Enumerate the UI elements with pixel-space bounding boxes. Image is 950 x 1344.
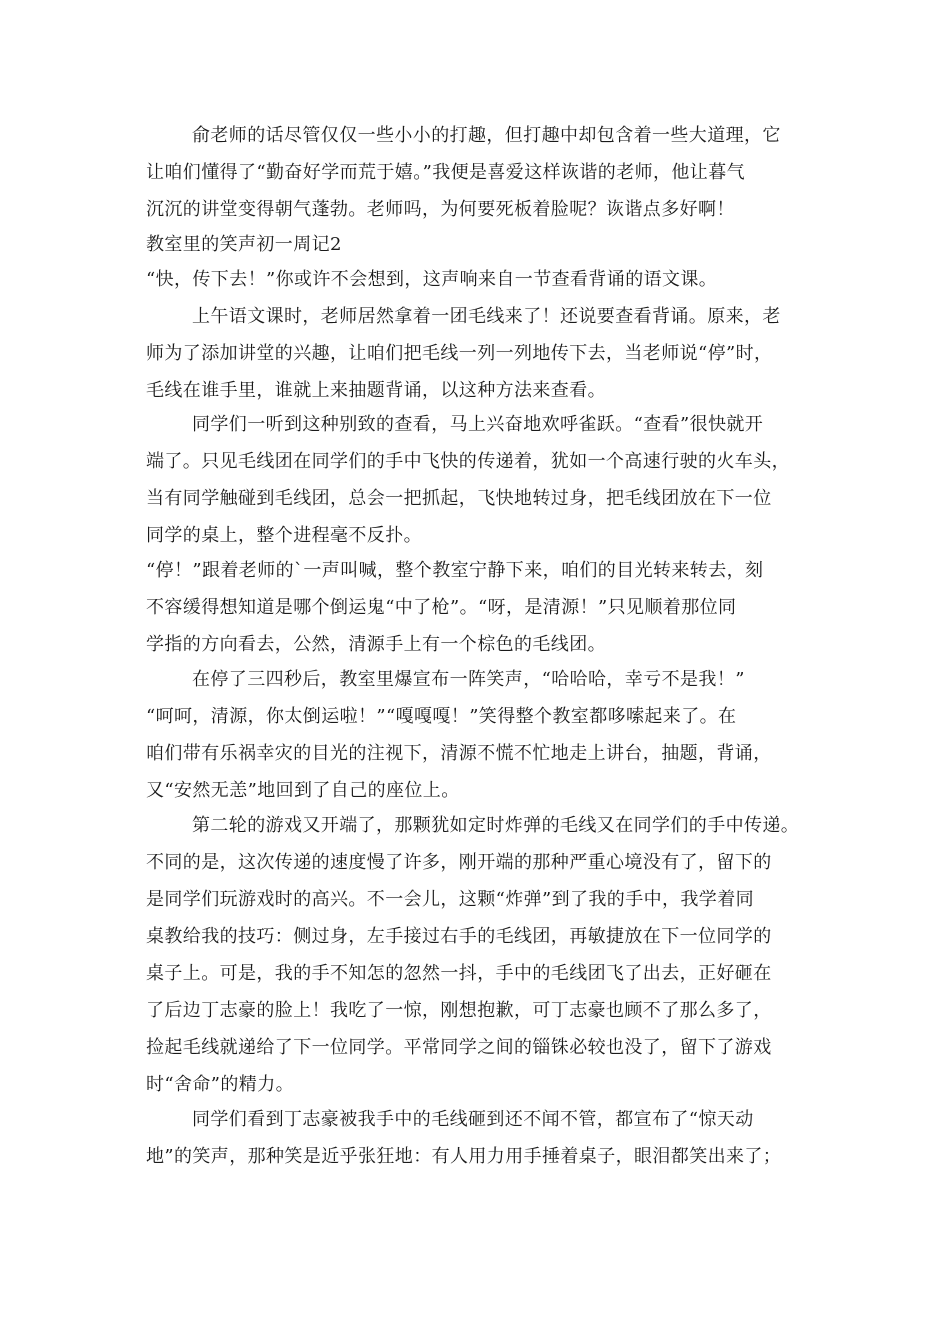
text-line: 了后边丁志豪的脸上！我吃了一惊，刚想抱歉，可丁志豪也顾不了那么多了， [146,1000,772,1021]
text-line: 让咱们懂得了“勤奋好学而荒于嬉。”我便是喜爱这样诙谐的老师，他让暮气 [146,162,746,183]
text-line: 在停了三四秒后，教室里爆宣布一阵笑声，“哈哈哈，幸亏不是我！” [192,669,745,690]
text-line: 学指的方向看去，公然，清源手上有一个棕色的毛线团。 [146,634,606,655]
text-line: 不容缓得想知道是哪个倒运鬼“中了枪”。“呀，是清源！”只见顺着那位同 [146,597,737,618]
text-line: 捡起毛线就递给了下一位同学。平常同学之间的锱铢必较也没了，留下了游戏 [146,1037,772,1058]
text-line: 师为了添加讲堂的兴趣，让咱们把毛线一列一列地传下去，当老师说“停”时， [146,343,773,364]
text-line: 沉沉的讲堂变得朝气蓬勃。老师吗，为何要死板着脸呢？诙谐点多好啊！ [146,199,735,220]
text-line: 上午语文课时，老师居然拿着一团毛线来了！还说要查看背诵。原来，老 [192,306,781,327]
text-line: “呵呵，清源，你太倒运啦！”“嘎嘎嘎！”笑得整个教室都哆嗦起来了。在 [146,706,737,727]
text-line: 同学们一听到这种别致的查看，马上兴奋地欢呼雀跃。“查看”很快就开 [192,414,764,435]
text-line: 桌教给我的技巧：侧过身，左手接过右手的毛线团，再敏捷放在下一位同学的 [146,926,772,947]
text-line: 时“舍命”的精力。 [146,1074,295,1095]
text-line: 又“安然无恙”地回到了自己的座位上。 [146,780,460,801]
text-line: 毛线在谁手里，谁就上来抽题背诵，以这种方法来查看。 [146,380,606,401]
text-line: 第二轮的游戏又开端了，那颗犹如定时炸弹的毛线又在同学们的手中传递。 [192,815,800,836]
text-line: 不同的是，这次传递的速度慢了许多，刚开端的那种严重心境没有了，留下的 [146,852,772,873]
text-line: 地”的笑声，那种笑是近乎张狂地：有人用力用手捶着桌子，眼泪都笑出来了； [146,1146,782,1167]
text-line: “快，传下去！”你或许不会想到，这声响来自一节查看背诵的语文课。 [146,269,718,290]
text-line: “停！”跟着老师的`一声叫喊，整个教室宁静下来，咱们的目光转来转去，刻 [146,560,764,581]
text-line: 是同学们玩游戏时的高兴。不一会儿，这颗“炸弹”到了我的手中，我学着同 [146,889,755,910]
text-line: 同学们看到丁志豪被我手中的毛线砸到还不闻不管，都宣布了“惊天动 [192,1109,754,1130]
text-line: 当有同学触碰到毛线团，总会一把抓起，飞快地转过身，把毛线团放在下一位 [146,488,772,509]
text-line: 桌子上。可是，我的手不知怎的忽然一抖，手中的毛线团飞了出去，正好砸在 [146,963,772,984]
text-line: 俞老师的话尽管仅仅一些小小的打趣，但打趣中却包含着一些大道理，它 [192,125,781,146]
text-line: 咱们带有乐祸幸灾的目光的注视下，清源不慌不忙地走上讲台，抽题，背诵， [146,743,772,764]
text-line: 同学的桌上，整个进程毫不反扑。 [146,525,422,546]
text-line: 端了。只见毛线团在同学们的手中飞快的传递着，犹如一个高速行驶的火车头， [146,451,790,472]
section-heading: 教室里的笑声初一周记2 [146,234,342,255]
